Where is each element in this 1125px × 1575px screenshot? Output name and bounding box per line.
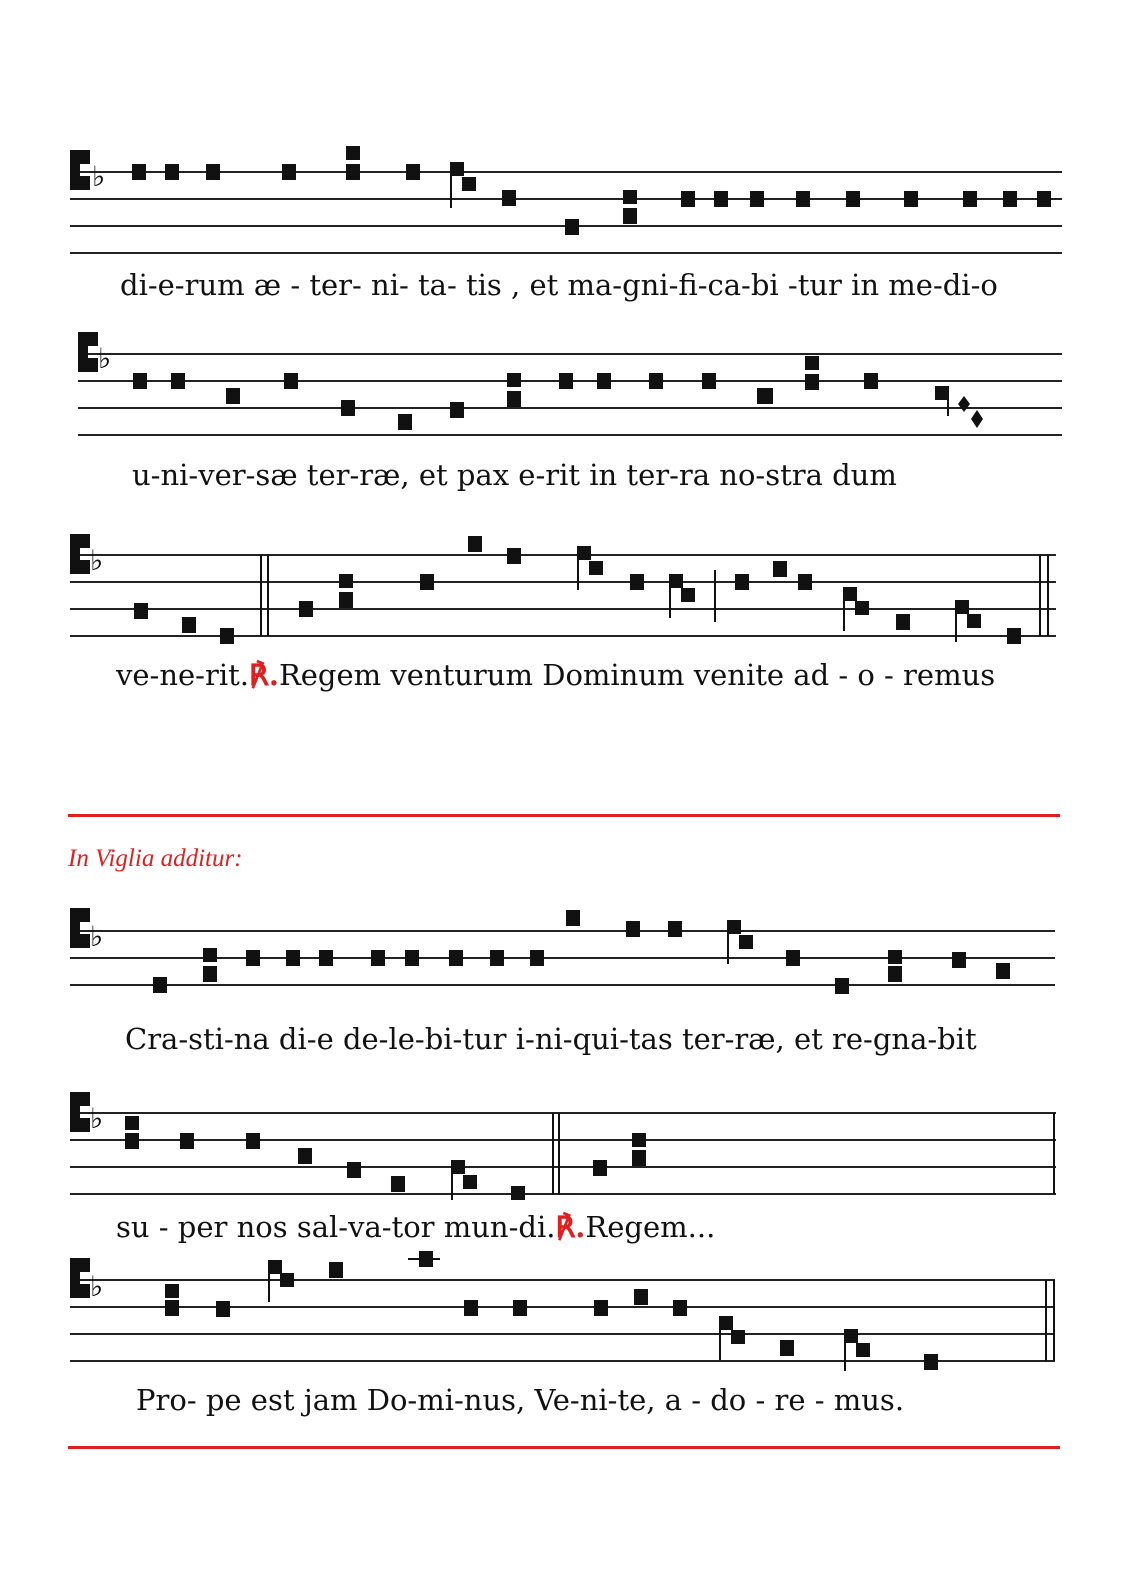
do-clef-icon	[70, 1258, 90, 1298]
bar-lines-6	[408, 1259, 1054, 1361]
red-divider-bottom	[68, 1446, 1060, 1449]
neumes-6	[165, 1251, 938, 1371]
flat-icon: ♭	[90, 1270, 104, 1303]
lyrics-line-4: Cra-sti-na di-e de-le-bi-tur i-ni-qui-tas ter-ræ, et re-gna-bit	[125, 1022, 977, 1056]
flat-icon: ♭	[92, 160, 106, 193]
lyrics-lead: su - per nos sal-va-tor mun-di.	[116, 1210, 556, 1244]
flat-icon: ♭	[90, 1102, 104, 1135]
lyrics-lead: ve-ne-rit.	[116, 658, 249, 692]
flat-icon: ♭	[90, 544, 104, 577]
lyrics-line-2: u-ni-ver-sæ ter-ræ, et pax e-rit in ter-ra no-stra dum	[132, 458, 897, 492]
lyrics-line-6: Pro- pe est jam Do-mi-nus, Ve-ni-te, a - do - re - mus.	[136, 1383, 905, 1417]
lyrics-tail: Regem venturum Dominum venite ad - o - remus	[278, 658, 996, 692]
response-sign: ℟.	[249, 658, 279, 692]
rubric: In Viglia additur:	[68, 845, 243, 872]
flat-icon: ♭	[90, 920, 104, 953]
flat-icon: ♭	[98, 342, 112, 375]
lyrics-tail: Regem...	[585, 1210, 716, 1244]
response-sign: ℟.	[555, 1210, 586, 1244]
lyrics-line-1: di-e-rum æ - ter- ni- ta- tis , et ma-gni-fi-ca-bi -tur in me-di-o	[120, 268, 998, 302]
